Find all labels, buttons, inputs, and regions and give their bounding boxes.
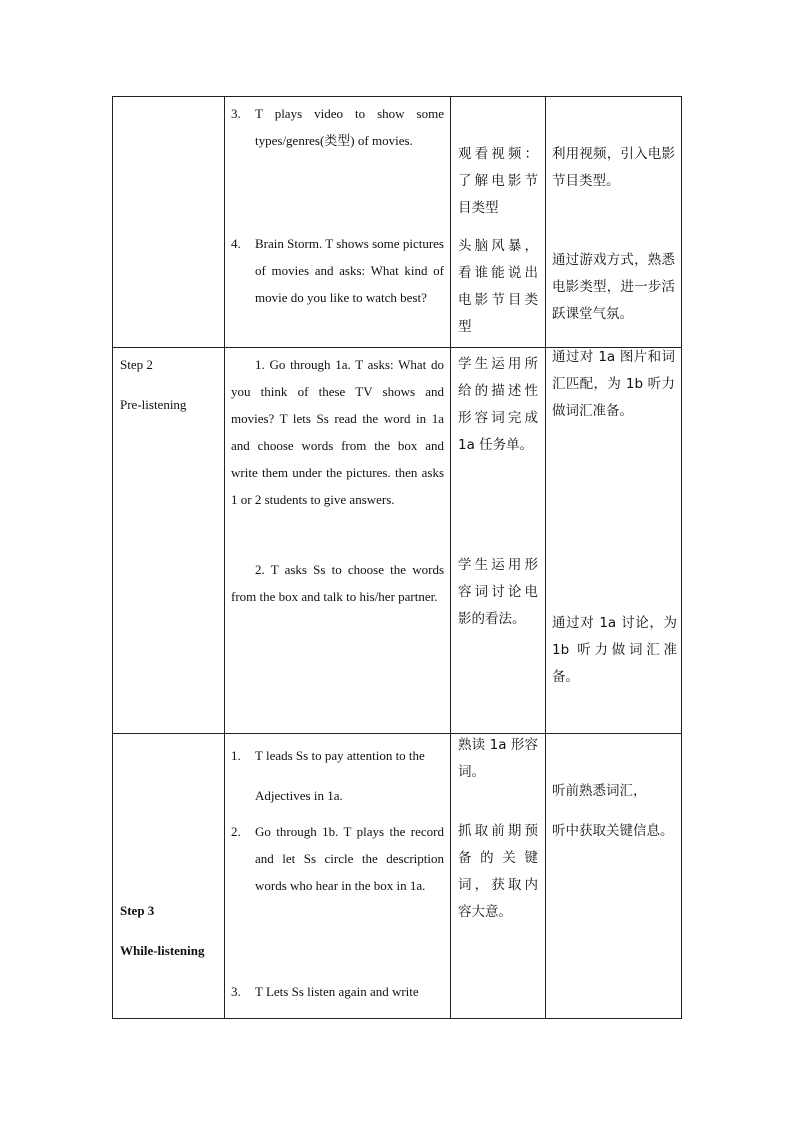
activity-item <box>231 818 444 899</box>
activity-text: Go through 1a. T asks: What do you think of these TV shows and movies? T lets Ss read the word in 1a and choose words from the box and write them under the pictures. then asks 1 or 2 students to give answers. <box>231 357 444 507</box>
student-activity-text: 头脑风暴，看谁能说出电影节目类型 <box>458 238 538 335</box>
purpose-text: 通过对 1a 图片和词汇匹配，为 1b 听力做词汇准备。 <box>552 349 675 419</box>
step-name: Pre-listening <box>120 397 187 412</box>
activity-number: 2. <box>255 562 265 577</box>
purpose-text: 利用视频，引入电影节目类型。 <box>552 146 675 189</box>
table-row <box>113 348 682 734</box>
table-row <box>113 734 682 1019</box>
purpose-cell <box>546 734 682 1019</box>
activity-item <box>231 230 444 311</box>
student-activity-cell <box>451 97 546 348</box>
purpose-text: 通过游戏方式，熟悉电影类型，进一步活跃课堂气氛。 <box>552 252 675 322</box>
activity-item <box>231 978 444 1005</box>
activity-number: 2. <box>231 824 241 839</box>
activity-cell <box>225 348 451 734</box>
activity-text: T Lets Ss listen again and write <box>255 984 419 999</box>
step-cell <box>113 348 225 734</box>
purpose-text: 听前熟悉词汇， <box>552 783 647 799</box>
activity-number: 1. <box>231 748 241 763</box>
activity-text: Brain Storm. T shows some pictures of movies and asks: What kind of movie do you like to watch best? <box>255 236 444 305</box>
activity-item <box>231 736 444 816</box>
table-row <box>113 97 682 348</box>
activity-text: Go through 1b. T plays the record and let Ss circle the description words who hear in the box in 1a. <box>255 824 444 893</box>
activity-item <box>231 100 444 154</box>
activity-number: 4. <box>231 236 241 251</box>
activity-text: T plays video to show some types/genres(类型) of movies. <box>255 106 444 148</box>
activity-number: 1. <box>255 357 265 372</box>
student-activity-text: 观看视频：了解电影节目类型 <box>458 146 538 216</box>
student-activity-cell <box>451 734 546 1019</box>
activity-text: T leads Ss to pay attention to the Adjectives in 1a. <box>255 748 425 803</box>
step-cell <box>113 734 225 1019</box>
student-activity-text: 学生运用所给的描述性形容词完成 1a 任务单。 <box>458 356 538 453</box>
purpose-cell <box>546 348 682 734</box>
step-label: Step 3 <box>120 903 155 918</box>
activity-item <box>231 556 444 610</box>
step-cell <box>113 97 225 348</box>
activity-text: T asks Ss to choose the words from the box and talk to his/her partner. <box>231 562 445 604</box>
activity-number: 3. <box>231 106 241 121</box>
activity-number: 3. <box>231 984 241 999</box>
activity-cell <box>225 97 451 348</box>
student-activity-text: 熟读 1a 形容词。 <box>458 737 538 780</box>
student-activity-text: 抓取前期预备的关键词，获取内容大意。 <box>458 823 538 920</box>
purpose-text: 听中获取关键信息。 <box>552 823 674 839</box>
student-activity-cell <box>451 348 546 734</box>
lesson-plan-table <box>112 96 682 1019</box>
activity-item <box>231 351 444 513</box>
step-name: While-listening <box>120 943 205 958</box>
student-activity-text: 学生运用形容词讨论电影的看法。 <box>458 557 538 627</box>
step-label: Step 2 <box>120 357 153 372</box>
purpose-cell <box>546 97 682 348</box>
activity-cell <box>225 734 451 1019</box>
purpose-text: 通过对 1a 讨论，为 1b 听力做词汇准备。 <box>552 615 677 685</box>
